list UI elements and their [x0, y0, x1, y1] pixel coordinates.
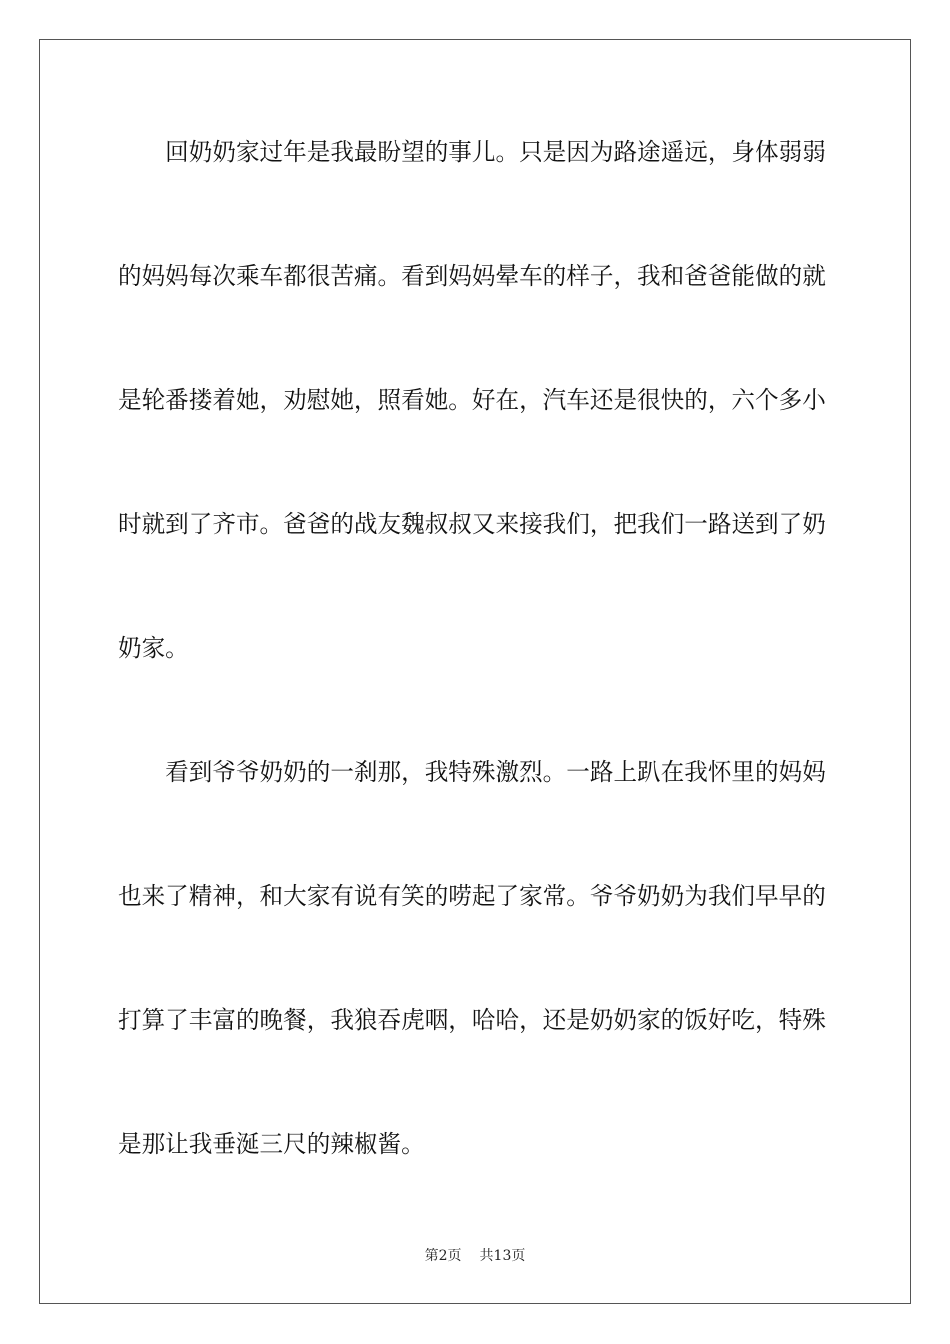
paragraph-1-line-4: 时就到了齐市。爸爸的战友魏叔叔又来接我们，把我们一路送到了奶: [118, 510, 826, 538]
page-footer: [0, 1246, 950, 1266]
paragraph-2-line-4: 是那让我垂涎三尺的辣椒酱。: [118, 1130, 425, 1158]
page-border: [39, 39, 911, 1304]
paragraph-1-line-1: 回奶奶家过年是我最盼望的事儿。只是因为路途遥远，身体弱弱: [118, 138, 826, 166]
paragraph-2-line-3: 打算了丰富的晚餐，我狼吞虎咽，哈哈，还是奶奶家的饭好吃，特殊: [118, 1006, 826, 1034]
page-total: 共13页: [479, 1248, 526, 1264]
paragraph-1-line-2: 的妈妈每次乘车都很苦痛。看到妈妈晕车的样子，我和爸爸能做的就: [118, 262, 826, 290]
page-number: 第2页: [424, 1248, 462, 1264]
paragraph-1-line-5: 奶家。: [118, 634, 189, 662]
paragraph-2-line-2: 也来了精神，和大家有说有笑的唠起了家常。爷爷奶奶为我们早早的: [118, 882, 826, 910]
paragraph-2-line-1: 看到爷爷奶奶的一刹那，我特殊激烈。一路上趴在我怀里的妈妈: [118, 758, 826, 786]
paragraph-1-line-3: 是轮番搂着她，劝慰她，照看她。好在，汽车还是很快的，六个多小: [118, 386, 826, 414]
